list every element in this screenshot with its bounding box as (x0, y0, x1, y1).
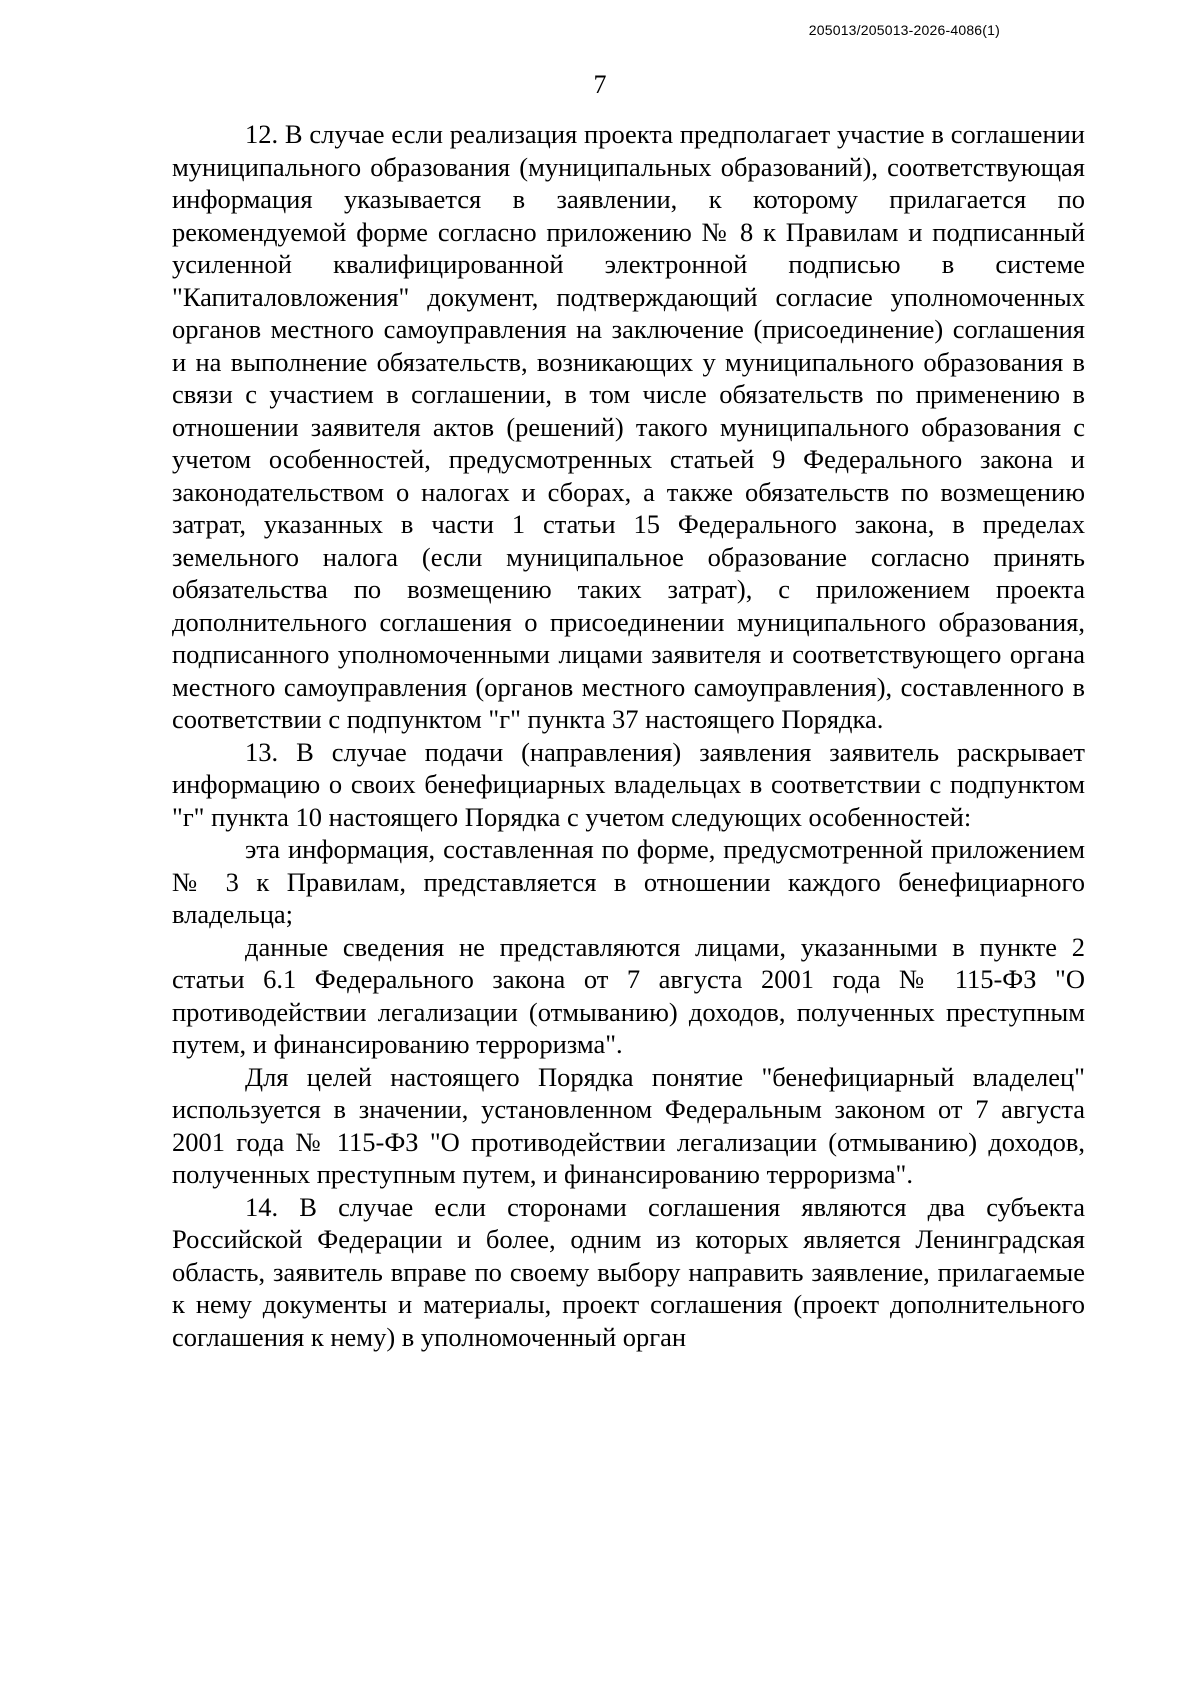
page-number: 7 (593, 70, 607, 99)
paragraph-12: 12. В случае если реализация проекта предполагает участие в соглашении муниципального образования (муниципальных образований), соответствующая информация указывается в заявлении, к которому прилагается по рекомендуемой форме согласно приложению № 8 к Правилам и подписанный усиленной квалифицированной электронной подписью в системе "Капиталовложения" документ, подтверждающий согласие уполномоченных органов местного самоуправления на заключение (присоединение) соглашения и на выполнение обязательств, возникающих у муниципального образования в связи с участием в соглашении, в том числе обязательств по применению в отношении заявителя актов (решений) такого муниципального образования с учетом особенностей, предусмотренных статьей 9 Федерального закона и законодательством о налогах и сборах, а также обязательств по возмещению затрат, указанных в части 1 статьи 15 Федерального закона, в пределах земельного налога (если муниципальное образование согласно принять обязательства по возмещению таких затрат), с приложением проекта дополнительного соглашения о присоединении муниципального образования, подписанного уполномоченными лицами заявителя и соответствующего органа местного самоуправления (органов местного самоуправления), составленного в соответствии с подпунктом "г" пункта 37 настоящего Порядка. (172, 119, 1085, 734)
document-body (172, 118, 1085, 1353)
paragraph-13-item-1: эта информация, составленная по форме, предусмотренной приложением № 3 к Правилам, представляется в отношении каждого бенефициарного владельца; (172, 834, 1085, 929)
paragraph-13: 13. В случае подачи (направления) заявления заявитель раскрывает информацию о своих бенефициарных владельцах в соответствии с подпунктом "г" пункта 10 настоящего Порядка с учетом следующих особенностей: (172, 736, 1085, 832)
paragraph-13-item-2: данные сведения не представляются лицами, указанными в пункте 2 статьи 6.1 Федерального закона от 7 августа 2001 года № 115-ФЗ "О противодействии легализации (отмыванию) доходов, полученных преступным путем, и финансированию терроризма". (172, 931, 1085, 1059)
document-registration-code: 205013/205013-2026-4086(1) (808, 22, 1000, 38)
paragraph-14: 14. В случае если сторонами соглашения являются два субъекта Российской Федерации и более, одним из которых является Ленинградская область, заявитель вправе по своему выбору направить заявление, прилагаемые к нему документы и материалы, проект соглашения (проект дополнительного соглашения к нему) в уполномоченный орган (172, 1191, 1085, 1352)
paragraph-beneficial-owner-definition: Для целей настоящего Порядка понятие "бенефициарный владелец" используется в значении, установленном Федеральным законом от 7 августа 2001 года № 115-ФЗ "О противодействии легализации (отмыванию) доходов, полученных преступным путем, и финансированию терроризма". (172, 1061, 1085, 1189)
